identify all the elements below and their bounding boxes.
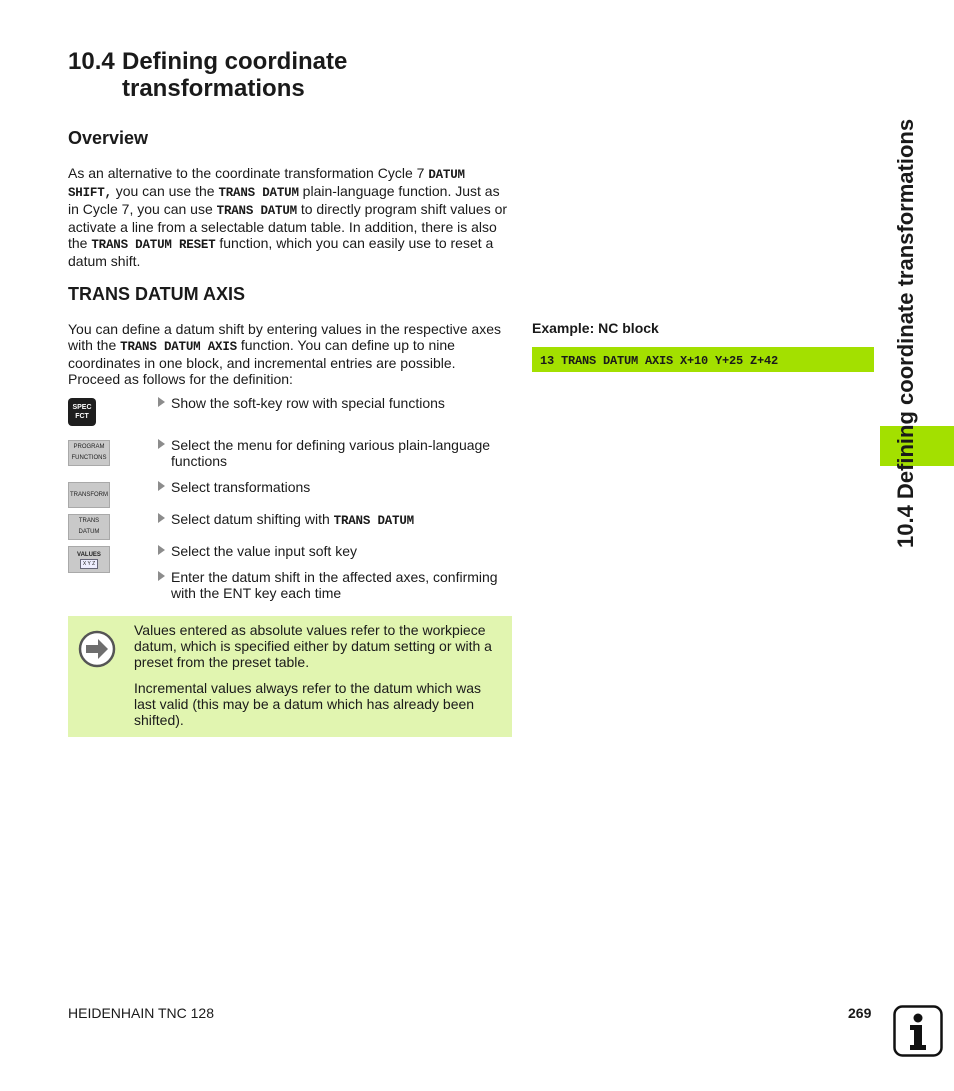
arrow-right-icon bbox=[158, 481, 165, 491]
trans-datum-axis-paragraph: You can define a datum shift by entering values in the respective axes with the TRANS DATUM AXIS function. You can define up to nine coordinates in one block, and incremental entries are possible. Proceed as follows for the definition: bbox=[68, 321, 501, 387]
code-datum-shift: DATUM SHIFT, bbox=[68, 168, 465, 200]
side-chapter-title: 10.4 Defining coordinate transformations bbox=[893, 118, 918, 548]
arrow-right-icon bbox=[158, 545, 165, 555]
note-text bbox=[134, 622, 504, 738]
title-line-2: transformations bbox=[122, 75, 305, 102]
code-trans-datum: TRANS DATUM bbox=[218, 186, 299, 200]
code-trans-datum-axis: TRANS DATUM AXIS bbox=[120, 340, 237, 354]
footer-product: HEIDENHAIN TNC 128 bbox=[68, 1005, 215, 1021]
page-number: 269 bbox=[848, 1005, 872, 1021]
code-trans-datum: TRANS DATUM bbox=[216, 204, 297, 218]
nc-block-example bbox=[532, 347, 874, 372]
code-trans-datum-reset: TRANS DATUM RESET bbox=[91, 238, 216, 252]
note-box bbox=[68, 616, 512, 737]
nc-block-code: 13 TRANS DATUM AXIS X+10 Y+25 Z+42 bbox=[540, 354, 779, 368]
note-paragraph-2: Incremental values always refer to the datum which was last valid (this may be a datum which has already been shifted). bbox=[134, 680, 482, 728]
note-paragraph-1: Values entered as absolute values refer to the workpiece datum, which is specified either by datum setting or with a preset from the preset table. bbox=[134, 622, 492, 670]
arrow-right-icon bbox=[158, 397, 165, 407]
trans-datum-axis-heading: TRANS DATUM AXIS bbox=[68, 284, 245, 304]
arrow-right-icon bbox=[158, 439, 165, 449]
spec-fct-key[interactable]: SPEC FCT bbox=[68, 398, 96, 426]
example-label: Example: NC block bbox=[532, 320, 659, 336]
values-grid-icon: X Y Z bbox=[80, 559, 98, 569]
title-line-1: Defining coordinate bbox=[122, 48, 348, 75]
code-trans-datum: TRANS DATUM bbox=[333, 514, 414, 528]
arrow-right-icon bbox=[158, 513, 165, 523]
info-icon bbox=[893, 1005, 943, 1062]
values-softkey[interactable]: VALUES X Y Z bbox=[68, 546, 110, 573]
arrow-circle-icon bbox=[78, 630, 116, 673]
transform-softkey[interactable]: TRANSFORM bbox=[68, 482, 110, 508]
section-number: 10.4 bbox=[68, 48, 115, 75]
overview-heading: Overview bbox=[68, 128, 149, 148]
arrow-right-icon bbox=[158, 571, 165, 581]
overview-paragraph: As an alternative to the coordinate transformation Cycle 7 DATUM SHIFT, you can use the TRANS DATUM plain-language function. Just as in Cycle 7, you can use TRANS DATUM to directly program shift values or activate a line from a selectable datum table. In addition, there is also the TRANS DATUM RESET function, which you can easily use to reset a datum shift. bbox=[68, 165, 508, 269]
trans-datum-softkey[interactable]: TRANS DATUM bbox=[68, 514, 110, 540]
program-functions-softkey[interactable]: PROGRAM FUNCTIONS bbox=[68, 440, 110, 466]
page-title bbox=[68, 48, 508, 102]
